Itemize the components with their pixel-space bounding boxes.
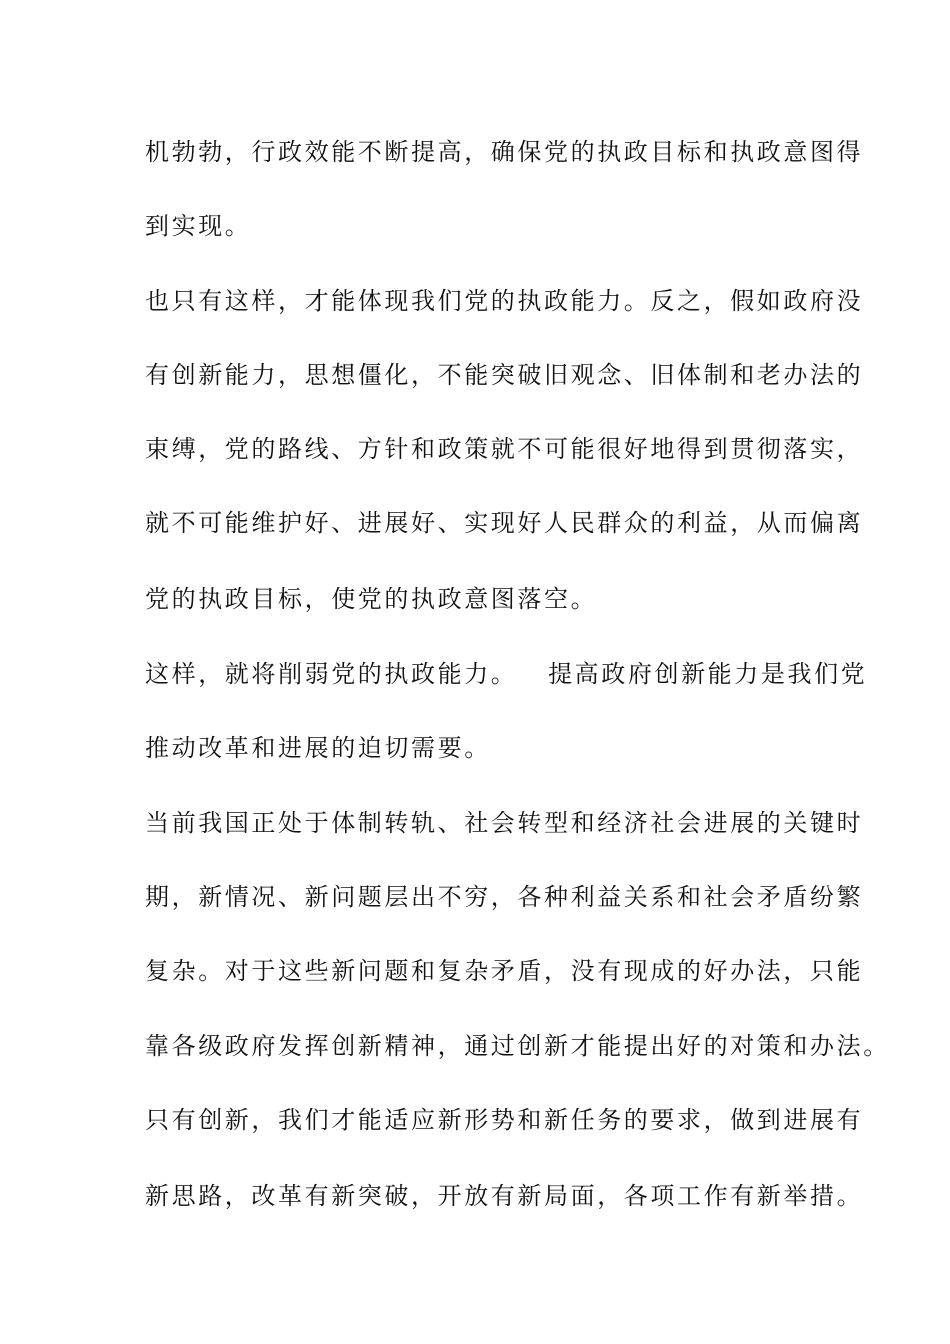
text-line: 只有创新，我们才能适应新形势和新任务的要求，做到进展有 xyxy=(145,1106,864,1134)
text-line: 推动改革和进展的迫切需要。 xyxy=(145,734,491,762)
text-line: 当前我国正处于体制转轨、社会转型和经济社会进展的关键时 xyxy=(145,809,864,837)
text-line: 机勃勃，行政效能不断提高，确保党的执政目标和执政意图得 xyxy=(145,138,864,166)
text-line: 期，新情况、新问题层出不穷，各种利益关系和社会矛盾纷繁 xyxy=(145,883,864,911)
text-line: 党的执政目标，使党的执政意图落空。 xyxy=(145,585,598,613)
text-line: 复杂。对于这些新问题和复杂矛盾，没有现成的好办法，只能 xyxy=(145,957,864,985)
text-line: 束缚，党的路线、方针和政策就不可能很好地得到贯彻落实， xyxy=(145,435,864,463)
text-line: 就不可能维护好、进展好、实现好人民群众的利益，从而偏离 xyxy=(145,509,864,537)
text-line: 也只有这样，才能体现我们党的执政能力。反之，假如政府没 xyxy=(145,287,864,315)
text-line: 到实现。 xyxy=(145,212,252,240)
text-line: 靠各级政府发挥创新精神，通过创新才能提出好的对策和办法。 xyxy=(145,1032,890,1060)
text-line: 新思路，改革有新突破，开放有新局面，各项工作有新举措。 xyxy=(145,1182,864,1210)
text-line: 这样，就将削弱党的执政能力。 提高政府创新能力是我们党 xyxy=(145,660,868,688)
text-line: 有创新能力，思想僵化，不能突破旧观念、旧体制和老办法的 xyxy=(145,361,864,389)
